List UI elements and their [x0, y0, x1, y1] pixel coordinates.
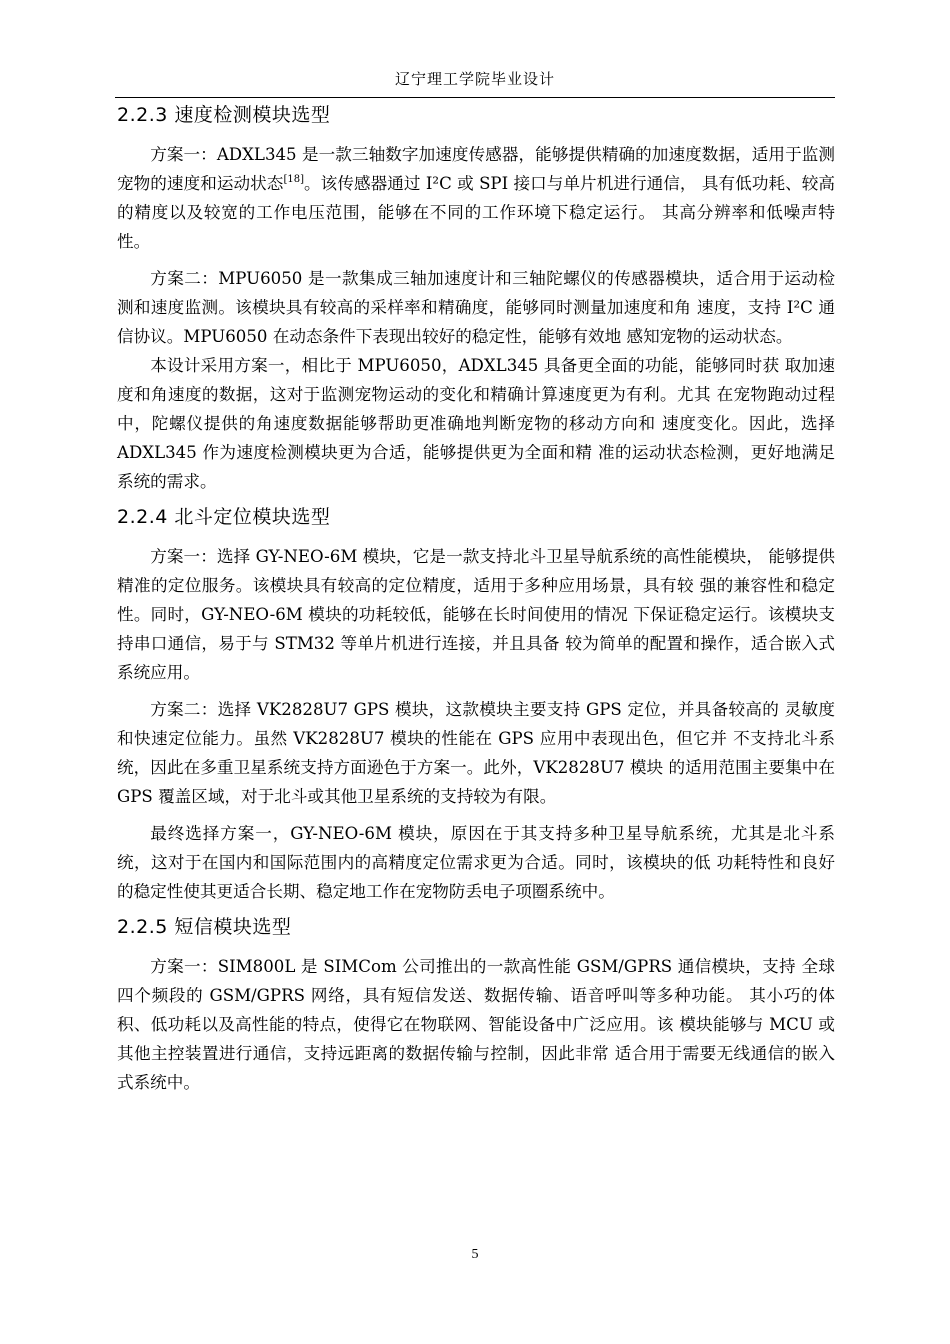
section-heading: 2.2.5 短信模块选型	[117, 916, 292, 938]
paragraph-text: 方案一：SIM800L 是 SIMCom 公司推出的一款高性能 GSM/GPRS 通信模块，支持 全球四个频段的 GSM/GPRS 网络，具有短信发送、数据传输、语音呼叫等多种功能。 其小巧的体积、低功耗以及高性能的特点，使得它在物联网、智能设备中广泛应用。该 模块能够与 MCU 或其他主控装置进行通信，支持远距离的数据传输与控制，因此非常 适合用于需要无线通信的嵌入式系统中。	[117, 957, 835, 1092]
section-heading: 2.2.4 北斗定位模块选型	[117, 506, 331, 528]
page-number: 5	[471, 1247, 479, 1262]
paragraph-text: 本设计采用方案一，相比于 MPU6050，ADXL345 具备更全面的功能，能够同时获 取加速度和角速度的数据，这对于监测宠物运动的变化和精确计算速度更为有利。尤其 在宠物跑动过程中，陀螺仪提供的角速度数据能够帮助更准确地判断宠物的移动方向和 速度变化。因此，选择 ADXL345 作为速度检测模块更为合适，能够提供更为全面和精 准的运动状态检测，更好地满足系统的需求。	[117, 356, 835, 491]
paragraph	[117, 542, 835, 687]
citation-mark: [18]	[283, 174, 304, 185]
paragraph-text: 方案一：ADXL345 是一款三轴数字加速度传感器，能够提供精确的加速度数据，适用于监测宠物的速度和运动状态	[117, 145, 835, 193]
section-2-2-5	[117, 912, 835, 1097]
paragraph-text: 方案二：MPU6050 是一款集成三轴加速度计和三轴陀螺仪的传感器模块，适合用于运动检测和速度监测。该模块具有较高的采样率和精确度，能够同时测量加速度和角 速度，支持 I²C 通信协议。MPU6050 在动态条件下表现出较好的稳定性，能够有效地 感知宠物的运动状态。	[117, 269, 835, 346]
section-heading: 2.2.3 速度检测模块选型	[117, 104, 331, 126]
paragraph-text: 方案二：选择 VK2828U7 GPS 模块，这款模块主要支持 GPS 定位，并具备较高的 灵敏度和快速定位能力。虽然 VK2828U7 模块的性能在 GPS 应用中表现出色，但它并 不支持北斗系统，因此在多重卫星系统支持方面逊色于方案一。此外，VK2828U7 模块 的适用范围主要集中在 GPS 覆盖区域，对于北斗或其他卫星系统的支持较为有限。	[117, 700, 835, 806]
section-2-2-4	[117, 502, 835, 906]
section-2-2-3	[117, 100, 835, 496]
page-header: 辽宁理工学院毕业设计	[115, 68, 835, 98]
paragraph-text: 最终选择方案一，GY-NEO-6M 模块，原因在于其支持多种卫星导航系统，尤其是北斗系统，这对于在国内和国际范围内的高精度定位需求更为合适。同时，该模块的低 功耗特性和良好的稳定性使其更适合长期、稳定地工作在宠物防丢电子项圈系统中。	[117, 824, 835, 901]
paragraph	[117, 819, 835, 906]
paragraph-text: 。该传感器通过 I²C 或 SPI 接口与单片机进行通信， 具有低功耗、较高的精度以及较宽的工作电压范围，能够在不同的工作环境下稳定运行。 其高分辨率和低噪声特性。	[117, 174, 835, 251]
paragraph	[117, 264, 835, 351]
paragraph	[117, 952, 835, 1097]
paragraph	[117, 140, 835, 256]
paragraph	[117, 695, 835, 811]
paragraph-text: 方案一：选择 GY-NEO-6M 模块，它是一款支持北斗卫星导航系统的高性能模块， 能够提供精准的定位服务。该模块具有较高的定位精度，适用于多种应用场景，具有较 强的兼容性和稳定性。同时，GY-NEO-6M 模块的功耗较低，能够在长时间使用的情况 下保证稳定运行。该模块支持串口通信，易于与 STM32 等单片机进行连接，并且具备 较为简单的配置和操作，适合嵌入式系统应用。	[117, 547, 835, 682]
page-content	[117, 100, 835, 1103]
paragraph	[117, 351, 835, 496]
